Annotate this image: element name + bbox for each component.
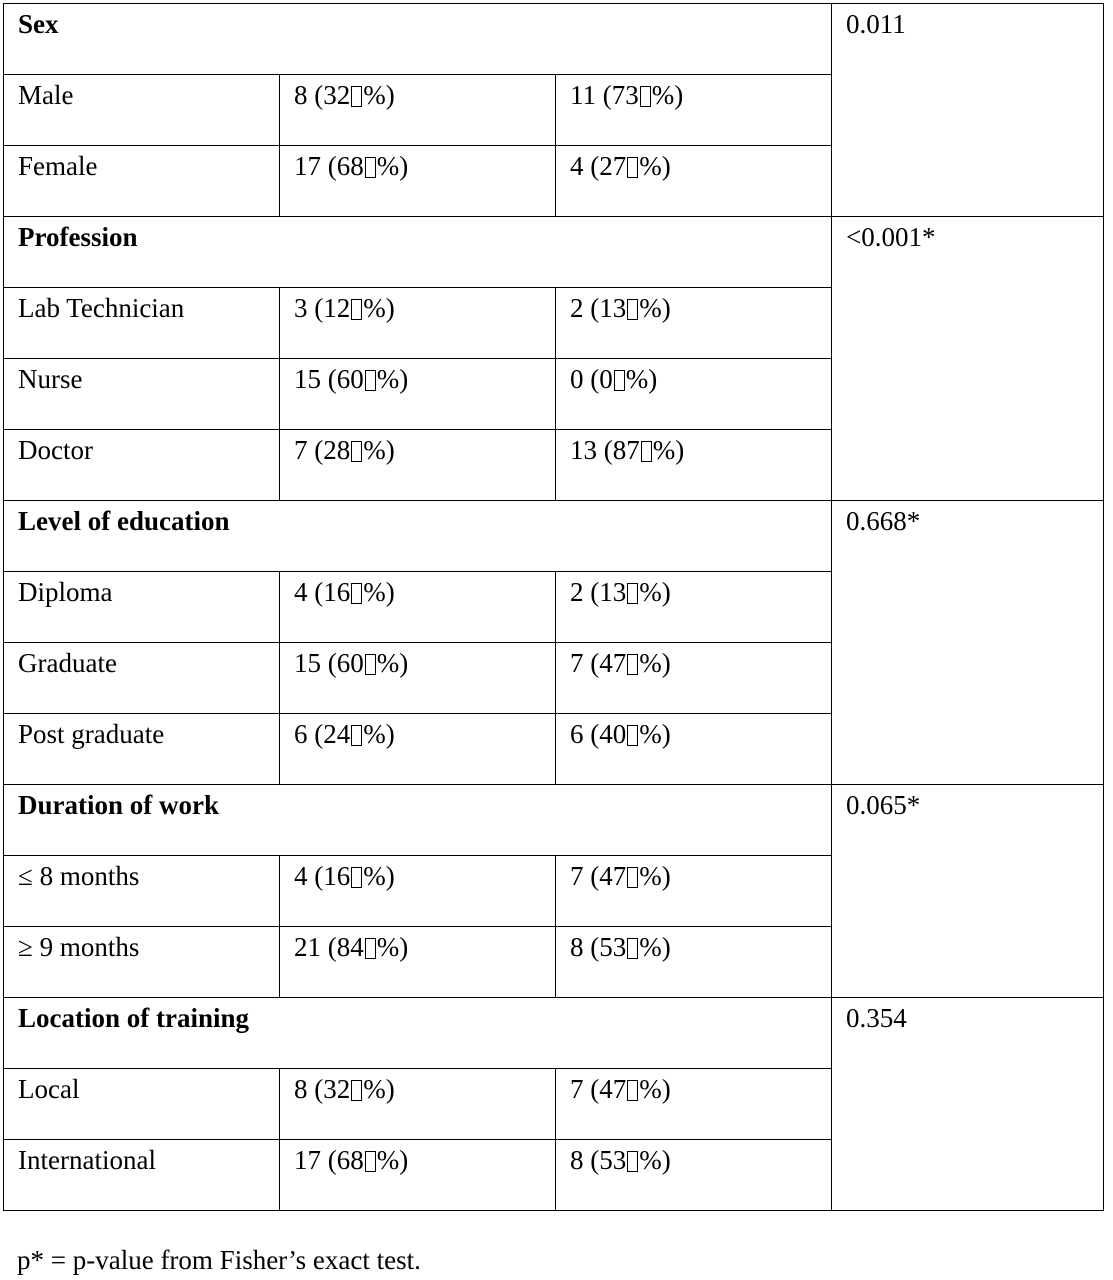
p-value-cell: <0.001* [832,217,1104,501]
count-value: 8 [294,80,308,110]
row-label: Lab Technician [4,288,280,359]
missing-glyph-icon [365,654,376,675]
missing-glyph-icon [351,867,362,888]
row-label: ≤ 8 months [4,856,280,927]
count-cell: 7 (47 %) [556,856,832,927]
count-value: 4 [294,577,308,607]
count-cell: 17 (68 %) [280,146,556,217]
count-cell: 21 (84 %) [280,927,556,998]
missing-glyph-icon [351,86,362,107]
percent-value: 53 [599,932,627,962]
p-value-cell: 0.354 [832,998,1104,1211]
group-label: Level of education [4,501,832,572]
missing-glyph-icon [627,299,638,320]
missing-glyph-icon [351,725,362,746]
count-value: 17 [294,151,321,181]
count-cell: 13 (87 %) [556,430,832,501]
row-label: Female [4,146,280,217]
percent-value: 27 [599,151,627,181]
missing-glyph-icon [627,157,638,178]
missing-glyph-icon [351,441,362,462]
count-cell: 8 (53 %) [556,1140,832,1211]
group-header-row [4,217,1104,288]
percent-value: 60 [336,364,364,394]
table-body [4,4,1104,1211]
count-cell: 4 (16 %) [280,572,556,643]
percent-value: 16 [323,861,351,891]
count-cell: 17 (68 %) [280,1140,556,1211]
missing-glyph-icon [614,370,625,391]
percent-value: 87 [612,435,640,465]
group-header-row [4,998,1104,1069]
count-value: 8 [294,1074,308,1104]
percent-value: 53 [599,1145,627,1175]
row-label: Diploma [4,572,280,643]
footnote: p* = p-value from Fisher’s exact test. [17,1245,421,1275]
count-value: 7 [570,861,584,891]
count-cell: 4 (27 %) [556,146,832,217]
missing-glyph-icon [351,299,362,320]
results-table [3,3,1104,1211]
row-label: ≥ 9 months [4,927,280,998]
count-cell: 8 (32 %) [280,1069,556,1140]
count-value: 21 [294,932,321,962]
count-value: 7 [570,648,584,678]
missing-glyph-icon [351,1080,362,1101]
row-label: Nurse [4,359,280,430]
count-value: 8 [570,1145,584,1175]
count-value: 2 [570,577,584,607]
group-label: Duration of work [4,785,832,856]
row-label: Male [4,75,280,146]
percent-value: 60 [336,648,364,678]
missing-glyph-icon [640,86,651,107]
count-cell: 6 (24 %) [280,714,556,785]
count-value: 7 [294,435,308,465]
missing-glyph-icon [627,654,638,675]
group-label: Profession [4,217,832,288]
count-value: 7 [570,1074,584,1104]
count-value: 17 [294,1145,321,1175]
p-value-cell: 0.668* [832,501,1104,785]
count-value: 2 [570,293,584,323]
count-cell: 7 (47 %) [556,1069,832,1140]
percent-value: 47 [599,861,627,891]
count-value: 8 [570,932,584,962]
count-cell: 15 (60 %) [280,643,556,714]
count-cell: 7 (47 %) [556,643,832,714]
group-header-row [4,785,1104,856]
percent-value: 28 [323,435,351,465]
count-cell: 2 (13 %) [556,288,832,359]
count-cell: 7 (28 %) [280,430,556,501]
percent-value: 68 [336,1145,364,1175]
count-cell: 8 (32 %) [280,75,556,146]
count-cell: 2 (13 %) [556,572,832,643]
count-cell: 0 (0 %) [556,359,832,430]
count-value: 6 [570,719,584,749]
percent-value: 0 [599,364,613,394]
row-label: Graduate [4,643,280,714]
count-value: 3 [294,293,308,323]
count-value: 0 [570,364,584,394]
percent-value: 84 [336,932,364,962]
percent-value: 24 [323,719,351,749]
row-label: Post graduate [4,714,280,785]
percent-value: 47 [599,1074,627,1104]
count-cell: 6 (40 %) [556,714,832,785]
percent-value: 13 [599,293,627,323]
missing-glyph-icon [627,938,638,959]
count-cell: 4 (16 %) [280,856,556,927]
missing-glyph-icon [627,583,638,604]
percent-value: 47 [599,648,627,678]
missing-glyph-icon [365,938,376,959]
p-value-cell: 0.065* [832,785,1104,998]
row-label: Local [4,1069,280,1140]
count-value: 4 [570,151,584,181]
count-cell: 11 (73 %) [556,75,832,146]
group-label: Sex [4,4,832,75]
count-cell: 3 (12 %) [280,288,556,359]
missing-glyph-icon [365,370,376,391]
missing-glyph-icon [365,1151,376,1172]
group-label: Location of training [4,998,832,1069]
group-header-row [4,4,1104,75]
missing-glyph-icon [365,157,376,178]
percent-value: 32 [323,80,351,110]
count-value: 6 [294,719,308,749]
count-value: 15 [294,364,321,394]
missing-glyph-icon [627,1080,638,1101]
count-value: 11 [570,80,596,110]
percent-value: 13 [599,577,627,607]
count-value: 4 [294,861,308,891]
row-label: International [4,1140,280,1211]
percent-value: 40 [599,719,627,749]
percent-value: 12 [323,293,351,323]
missing-glyph-icon [627,1151,638,1172]
percent-value: 73 [611,80,639,110]
count-value: 13 [570,435,597,465]
missing-glyph-icon [627,725,638,746]
percent-value: 32 [323,1074,351,1104]
percent-value: 16 [323,577,351,607]
group-header-row [4,501,1104,572]
missing-glyph-icon [641,441,652,462]
count-value: 15 [294,648,321,678]
p-value-cell: 0.011 [832,4,1104,217]
missing-glyph-icon [627,867,638,888]
percent-value: 68 [336,151,364,181]
count-cell: 15 (60 %) [280,359,556,430]
count-cell: 8 (53 %) [556,927,832,998]
missing-glyph-icon [351,583,362,604]
row-label: Doctor [4,430,280,501]
